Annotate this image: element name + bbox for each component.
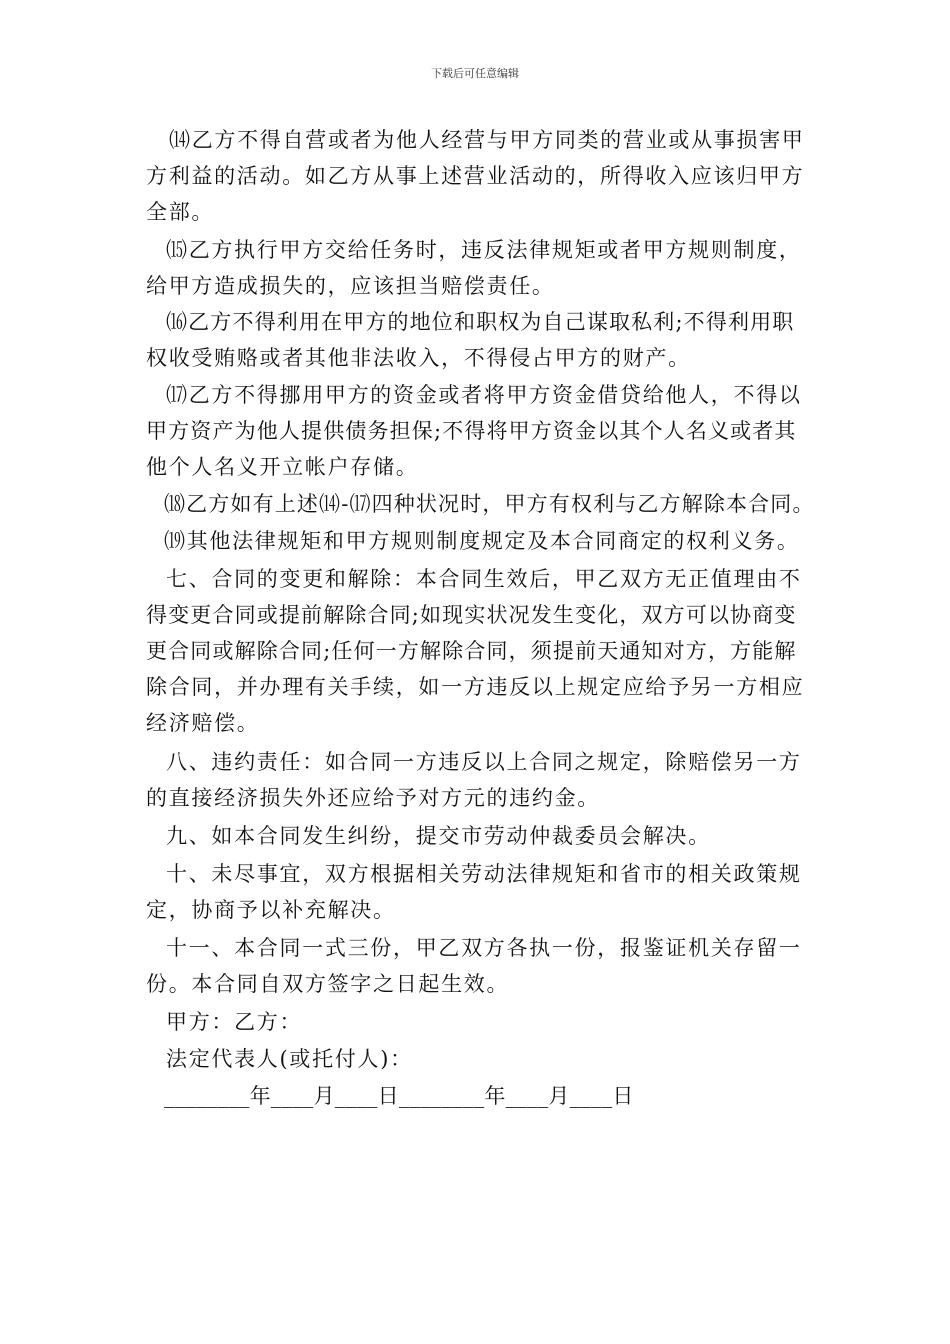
paragraph-line: 十一、本合同一式三份，甲乙双方各执一份，报鉴证机关存留一 (166, 936, 802, 960)
paragraph-line: 的直接经济损失外还应给予对方元的违约金。 (146, 786, 600, 810)
paragraph-line: 方利益的活动。如乙方从事上述营业活动的，所得收入应该归甲方 (146, 164, 805, 188)
paragraph-line: ⒅乙方如有上述⒁-⒄四种状况时，甲方有权利与乙方解除本合同。 (164, 492, 815, 516)
signature-parties: 甲方：乙方： (166, 1010, 303, 1034)
paragraph-line: ⒆其他法律规矩和甲方规则制度规定及本合同商定的权利义务。 (164, 529, 800, 553)
legal-representative: 法定代表人(或托付人)： (166, 1047, 413, 1071)
paragraph-line: 甲方资产为他人提供债务担保;不得将甲方资金以其个人名义或者其 (146, 419, 797, 443)
paragraph-line: ⒁乙方不得自营或者为他人经营与甲方同类的营业或从事损害甲 (169, 128, 805, 152)
page-header-note: 下载后可任意编辑 (431, 67, 519, 80)
paragraph-line: 给甲方造成损失的，应该担当赔偿责任。 (146, 274, 555, 298)
paragraph-line: 他个人名义开立帐户存储。 (146, 455, 419, 479)
paragraph-line: ⒂乙方执行甲方交给任务时，违反法律规矩或者甲方规则制度， (166, 238, 802, 262)
paragraph-line: 定，协商予以补充解决。 (146, 898, 396, 922)
paragraph-line: 除合同，并办理有关手续，如一方违反以上规定应给予另一方相应 (146, 675, 805, 699)
paragraph-line: ⒄乙方不得挪用甲方的资金或者将甲方资金借贷给他人，不得以 (166, 383, 802, 407)
paragraph-line: 经济赔偿。 (146, 711, 260, 735)
paragraph-line: 更合同或解除合同;任何一方解除合同，须提前天通知对方，方能解 (146, 639, 797, 663)
paragraph-line: 全部。 (146, 200, 215, 224)
paragraph-line: 八、违约责任：如合同一方违反以上合同之规定，除赔偿另一方 (166, 750, 802, 774)
paragraph-line: 七、合同的变更和解除：本合同生效后，甲乙双方无正值理由不 (166, 567, 802, 591)
paragraph-line: 得变更合同或提前解除合同;如现实状况发生变化，双方可以协商变 (146, 603, 797, 627)
paragraph-line: ⒃乙方不得利用在甲方的地位和职权为自己谋取私利;不得利用职 (166, 310, 795, 334)
paragraph-line: 九、如本合同发生纠纷，提交市劳动仲裁委员会解决。 (166, 824, 711, 848)
paragraph-line: 份。本合同自双方签字之日起生效。 (146, 972, 510, 996)
signature-date-fields: ________年____月____日________年____月____日 (164, 1084, 634, 1108)
paragraph-line: 十、未尽事宜，双方根据相关劳动法律规矩和省市的相关政策规 (166, 862, 802, 886)
paragraph-line: 权收受贿赂或者其他非法收入，不得侵占甲方的财产。 (146, 346, 691, 370)
